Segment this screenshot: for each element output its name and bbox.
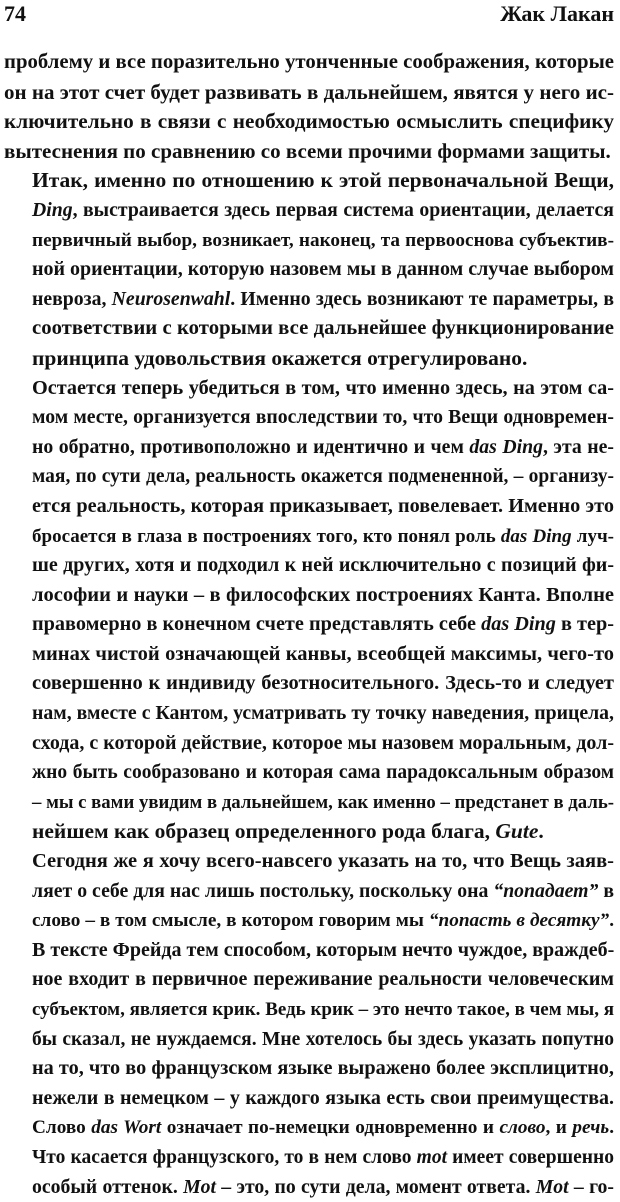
text-line [4,48,614,78]
paragraph [4,847,614,1202]
text-line [4,936,614,966]
text-line [4,1173,614,1202]
italic-term: Neurosenwahl [111,287,231,310]
text-run: В тексте Фрейда тем способом, которым нечто чуждое, враждеб- [32,938,615,961]
italic-term: das Ding [469,435,543,458]
text-run: но обратно, противоположно и идентично и чем [32,435,470,458]
text-line [4,1143,614,1173]
text-run: субъектом, является крик. Ведь крик – это нечто такое, в чем мы, я [32,999,614,1020]
text-run: , и [545,1117,573,1139]
text-line [4,492,614,522]
text-line [4,817,614,847]
text-run: мая, по сути дела, реальность окажется подмененной, – организу- [32,466,614,488]
text-line [4,107,614,137]
text-line [4,226,614,256]
text-run: луч- [571,525,614,547]
text-line [4,758,614,788]
text-run: первичный выбор, возникает, наконец, та первооснова субъектив- [32,229,614,251]
text-run: в тер- [555,613,614,636]
text-run: . [609,1117,615,1139]
text-run: . Именно здесь возникают те параметры, в [230,287,614,310]
italic-term: mot [416,1146,448,1168]
text-run: . [609,910,614,932]
text-line [4,196,614,226]
text-line [4,255,614,285]
text-line [4,285,614,315]
text-line [4,1025,614,1055]
text-run: нежели в немецком – у каждого языка есть свои преимущества. [32,1086,614,1109]
text-line [4,551,614,581]
text-run: на то, что во французском языке выражено более эксплицитно, [32,1057,614,1080]
text-run: схода, с которой действие, которое мы назовем моральным, дол- [32,731,614,754]
text-line [4,462,614,492]
text-line [4,669,614,699]
text-run: совершенно к индивиду безотносительного. Здесь-то и следует [32,672,614,695]
text-line [4,522,614,552]
text-line [4,166,614,196]
italic-term: “попасть в десятку” [428,910,610,932]
text-run: Сегодня же я хочу всего-навсего указать на то, что Вещь заяв- [32,850,614,873]
text-run: ляет о себе для нас лишь постольку, поскольку она [32,879,494,902]
body-text [4,48,614,1202]
text-run: бросается в глаза в построениях того, кто понял роль [32,525,501,547]
text-run: нейшем как образец определенного рода блага, [32,819,496,844]
text-run: ется реальность, которая приказывает, повелевает. Именно это [32,494,614,517]
text-run: ной ориентации, которую назовем мы в данном случае выбором [32,258,614,281]
italic-term: das Ding [500,525,572,547]
text-run: слово – в том смысле, в котором говорим мы [32,910,429,932]
text-line [4,729,614,759]
running-title: Жак Лакан [500,1,614,26]
text-run: минах чистой означающей канвы, всеобщей максимы, чего-то [32,642,614,665]
text-run: ключительно в связи с необходимостью осмыслить специфику [4,109,614,134]
page-number: 74 [4,1,26,26]
text-line [4,906,614,936]
text-run: – го- [568,1175,614,1198]
text-line [4,1084,614,1114]
text-run: , эта не- [542,435,614,458]
italic-term: Gute [495,819,539,844]
text-run: ное входит в первичное переживание реальности человеческим [32,968,614,991]
text-run: он на этот счет будет развивать в дальнейшем, явятся у него ис- [4,79,614,104]
italic-term: слово [499,1117,546,1139]
text-run: нам, вместе с Кантом, усматривать ту точку наведения, прицела, [32,702,614,725]
text-line [4,847,614,877]
text-line [4,965,614,995]
italic-term: das Ding [481,613,556,636]
italic-term: Mot [535,1175,569,1198]
text-run: правомерно в конечном счете представлять себе [32,613,482,636]
text-line [4,78,614,108]
text-line [4,344,614,374]
text-run: означает по-немецки одновременно и [161,1117,500,1139]
text-line [4,581,614,611]
paragraph [4,166,614,373]
text-line [4,788,614,818]
text-run: Итак, именно по отношению к этой первоначальной Вещи, [32,168,614,193]
text-run: Что касается французского, то в нем слово [32,1146,417,1168]
text-run: Остается теперь убедиться в том, что именно здесь, на этом са- [32,376,614,399]
running-head [4,2,614,42]
text-run: бы сказал, не нуждаемся. Мне хотелось бы здесь указать попутно [32,1028,614,1050]
text-line [4,374,614,404]
text-run: вытеснения по сравнению со всеми прочими формами защиты. [4,138,611,163]
text-run: , выстраивается здесь первая система ориентации, делается [72,198,614,221]
text-line [4,1054,614,1084]
text-line [4,877,614,907]
text-run: жно быть сообразовано и которая сама парадоксальным образом [32,762,614,784]
text-run: в [598,879,614,902]
italic-term: “попадает” [493,879,599,902]
text-run: Слово [32,1117,92,1139]
text-line [4,314,614,344]
text-run: имеет совершенно [447,1146,614,1168]
text-line [4,137,614,167]
text-run: мом месте, организуется впоследствии то, что Вещи одновремен- [32,406,614,429]
text-run: особый оттенок. [32,1175,184,1198]
text-line [4,699,614,729]
text-run: ше других, хотя и подходил к ней исключительно с позиций фи- [32,554,614,577]
text-run: . [538,819,544,844]
text-line [4,640,614,670]
italic-term: das Wort [91,1117,162,1139]
text-run: проблему и все поразительно утонченные соображения, которые [4,51,614,73]
paragraph [4,48,614,166]
italic-term: Ding [32,198,73,221]
text-run: невроза, [32,287,112,310]
text-line [4,610,614,640]
text-run: лософии и науки – в философских построениях Канта. Вполне [32,583,614,606]
text-run: соответствии с которыми все дальнейшее функционирование [32,317,614,340]
text-run: – это, по сути дела, момент ответа. [216,1175,536,1198]
text-run: принципа удовольствия окажется отрегулировано. [32,345,528,370]
paragraph [4,374,614,848]
text-line [4,1113,614,1143]
text-line [4,403,614,433]
text-run: – мы с вами увидим в дальнейшем, как именно – предстанет в даль- [32,791,614,813]
text-line [4,995,614,1025]
italic-term: Mot [183,1175,217,1198]
text-line [4,433,614,463]
italic-term: речь [572,1117,610,1139]
